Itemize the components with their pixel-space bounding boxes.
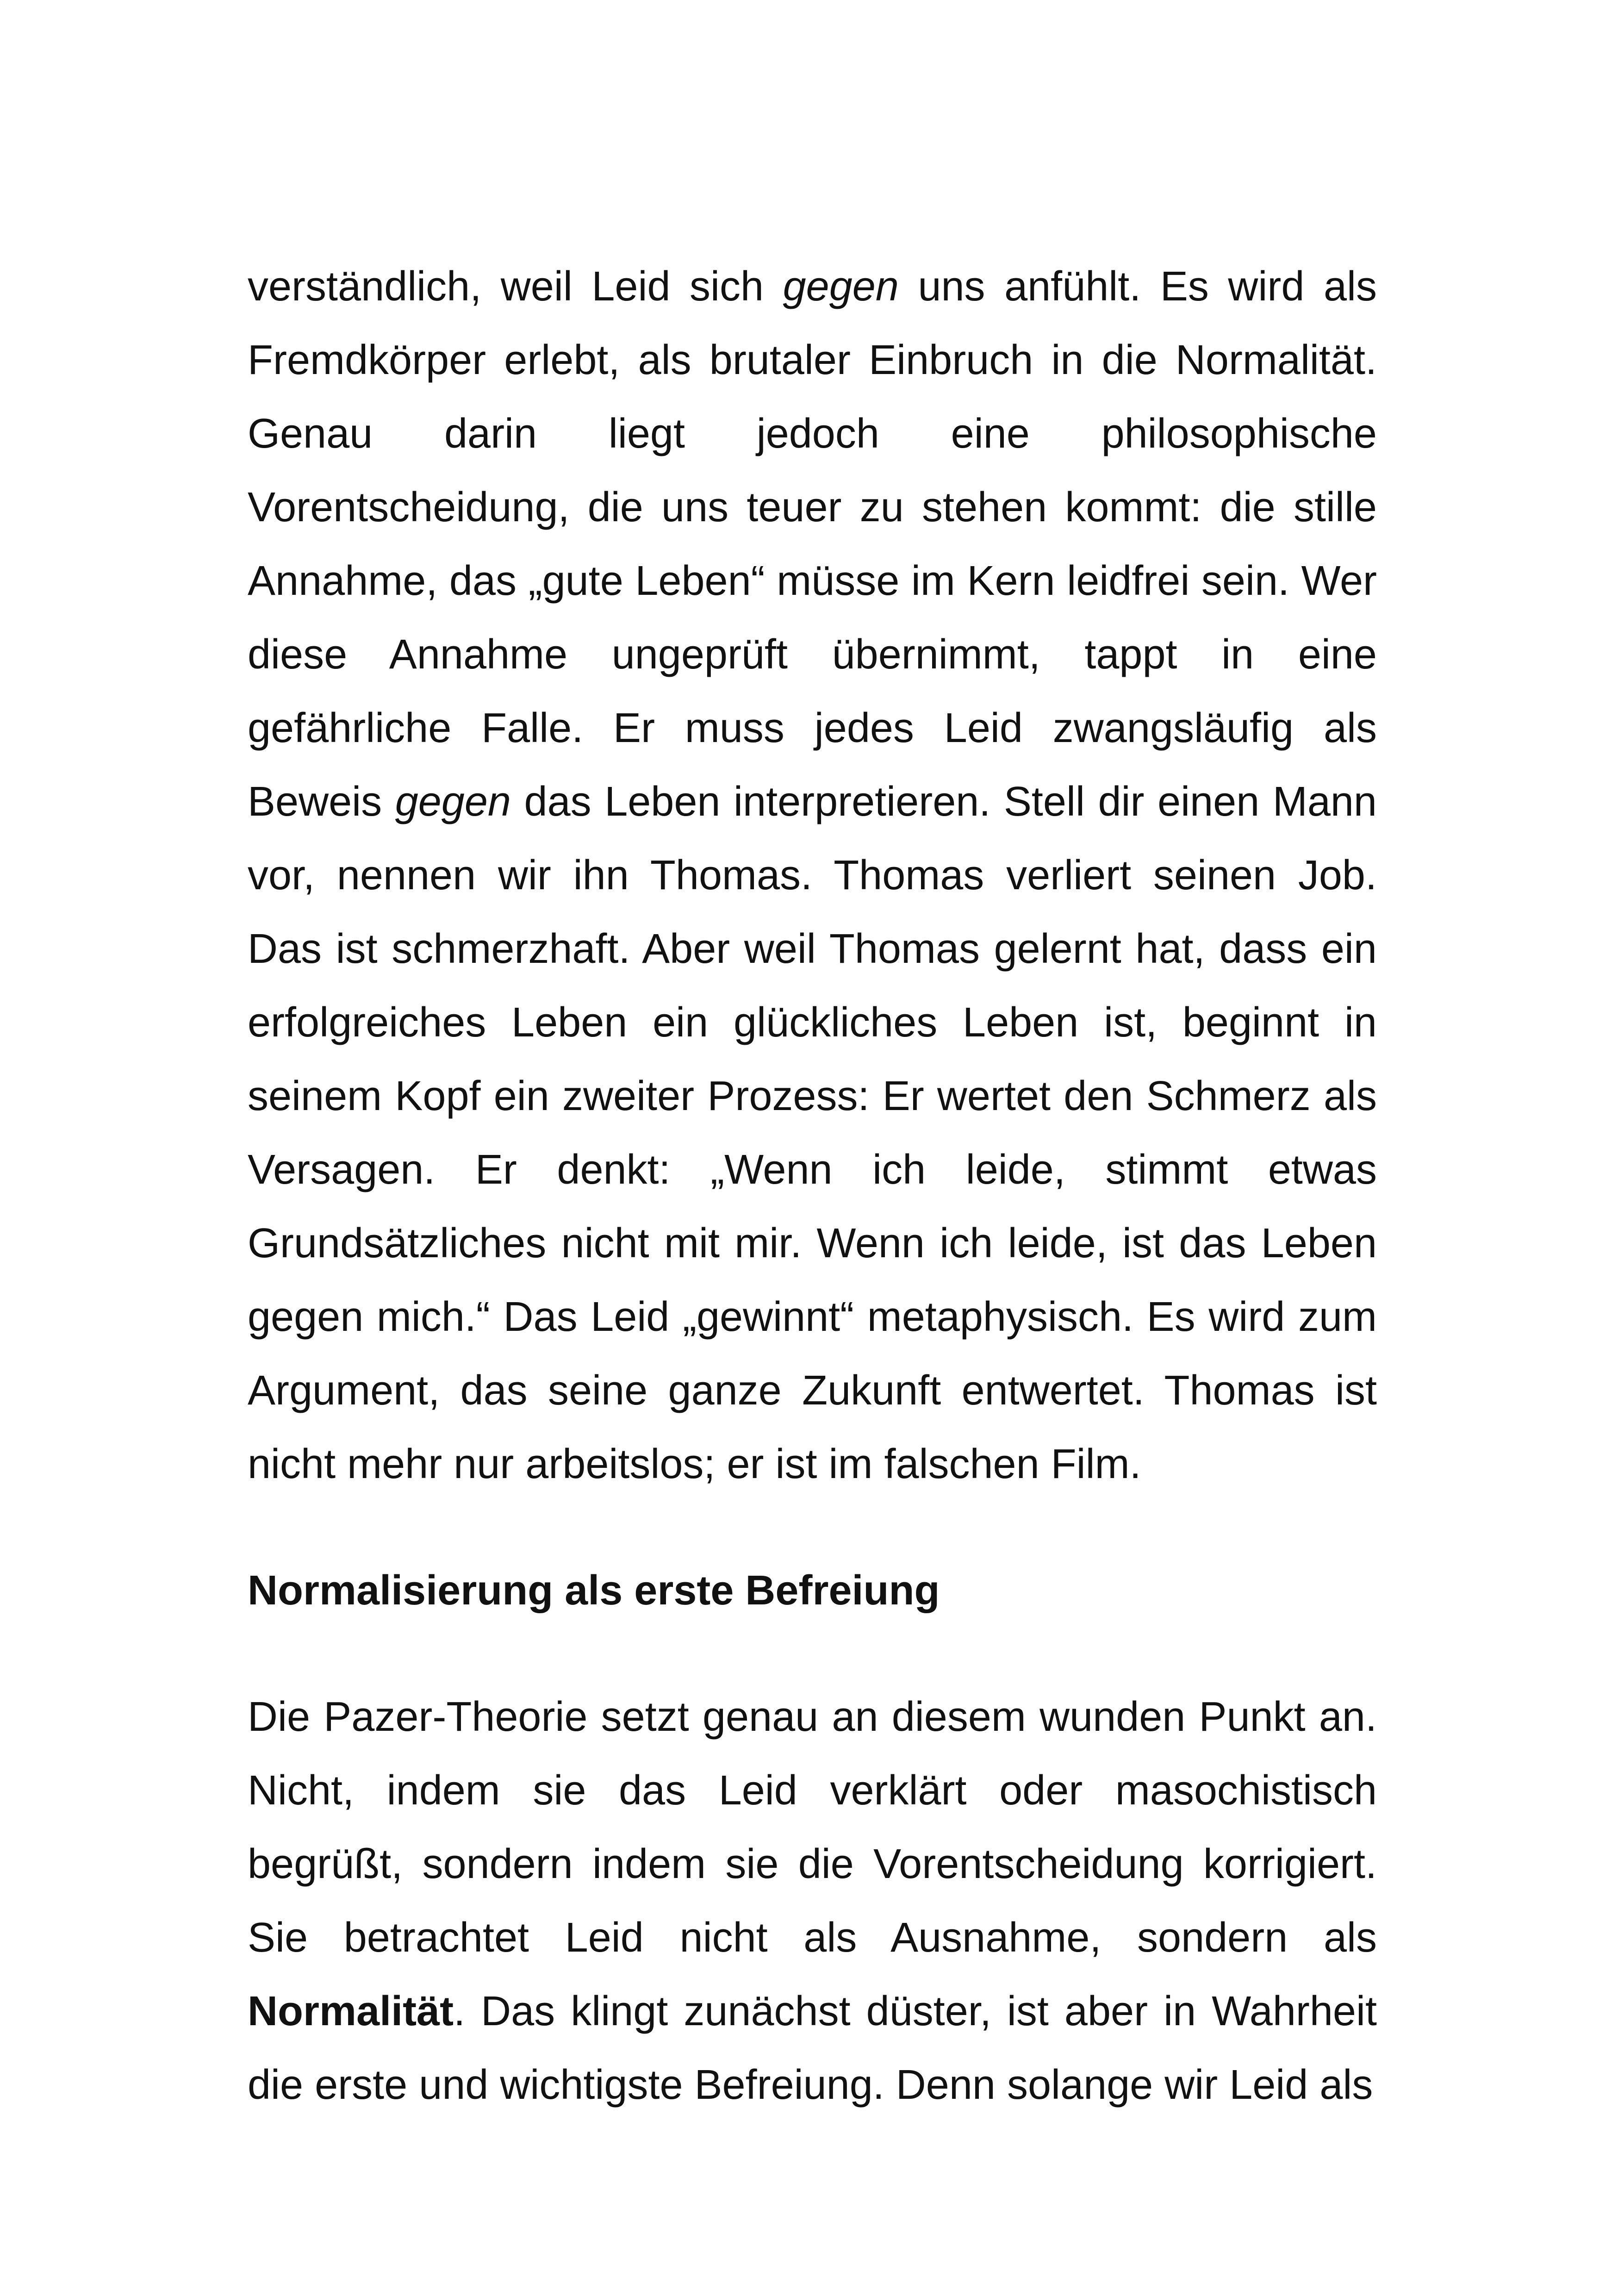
paragraph-spacer xyxy=(248,1628,1377,1680)
paragraph-text: Die Pazer-Theorie setzt genau an diesem wunden Punkt an. Nicht, indem sie das Leid verklärt oder masochistisch begrüßt, sondern indem sie die Vorentscheidung korrigiert. Sie betrachtet Leid nicht als Ausnahme, sondern als xyxy=(248,1694,1377,1961)
paragraph-text: das Leben interpretieren. Stell dir einen Mann vor, nennen wir ihn Thomas. Thomas verliert seinen Job. Das ist schmerzhaft. Aber weil Thomas gelernt hat, dass ein erfolgreiches Leben ein glückliches Leben ist, beginnt in seinem Kopf ein zweiter Prozess: Er wertet den Schmerz als Versagen. Er denkt: „Wenn ich leide, stimmt etwas Grundsätzliches nicht mit mir. Wenn ich leide, ist das Leben gegen mich.“ Das Leid „gewinnt“ metaphysisch. Es wird zum Argument, das seine ganze Zukunft entwertet. Thomas ist nicht mehr nur arbeitslos; er ist im falschen Film. xyxy=(248,779,1377,1487)
page-body xyxy=(248,250,1377,2122)
emphasis-gegen: gegen xyxy=(783,263,899,310)
paragraph-text: uns anfühlt. Es wird als Fremdkörper erlebt, als brutaler Einbruch in die Normalität. Genau darin liegt jedoch eine philosophische Vorentscheidung, die uns teuer zu stehen kommt: die stille Annahme, das „gute Leben“ müsse im Kern leidfrei sein. Wer diese Annahme ungeprüft übernimmt, tappt in eine gefährliche Falle. Er muss jedes Leid zwangsläufig als Beweis xyxy=(248,263,1377,825)
paragraph-thomas xyxy=(248,250,1377,1501)
paragraph-text: verständlich, weil Leid sich xyxy=(248,263,783,310)
emphasis-gegen: gegen xyxy=(395,779,511,825)
paragraph-pazer-theorie xyxy=(248,1680,1377,2122)
section-heading: Normalisierung als erste Befreiung xyxy=(248,1567,940,1614)
paragraph-text: . Das klingt zunächst düster, ist aber in Wahrheit die erste und wichtigste Befreiung. Denn solange wir Leid als xyxy=(248,1988,1377,2108)
bold-normalitaet: Normalität xyxy=(248,1988,454,2034)
paragraph-spacer xyxy=(248,1501,1377,1554)
